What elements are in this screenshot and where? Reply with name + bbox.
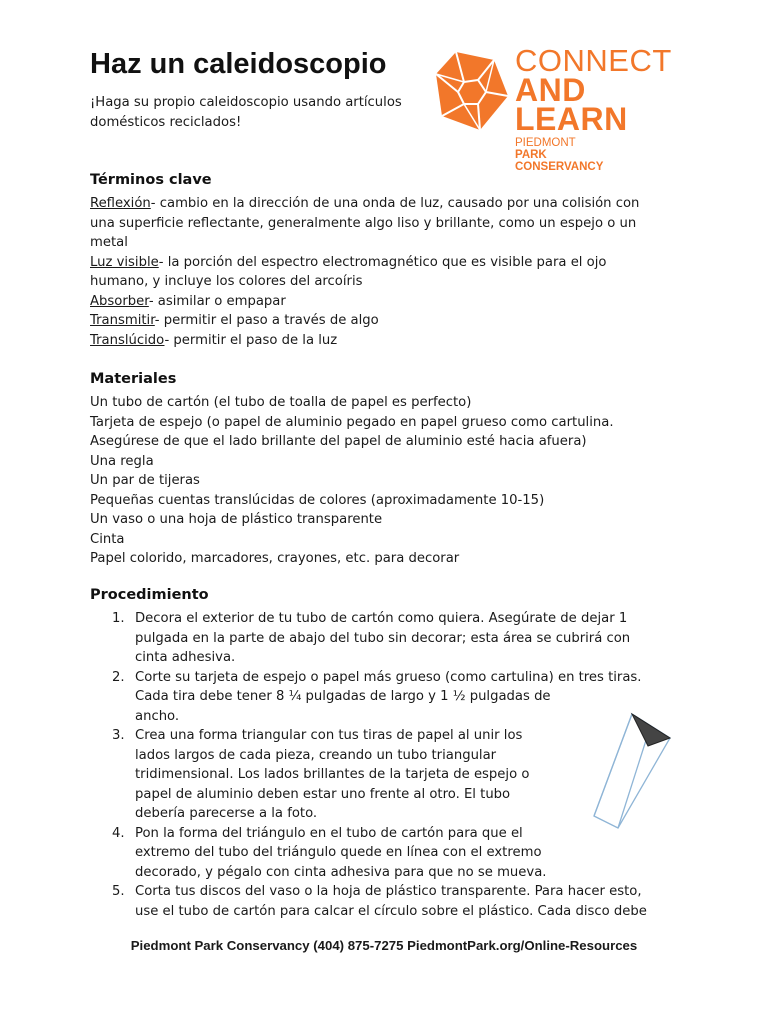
step-line: decorado, y pégalo con cinta adhesiva para que no se mueva. xyxy=(135,864,547,880)
material-item: Una regla xyxy=(90,453,154,469)
term-definition: - cambio en la dirección de una onda de luz, causado por una colisión con xyxy=(150,196,640,211)
term-definition: - la porción del espectro electromagnético que es visible para el ojo xyxy=(158,254,607,270)
footer-contact: Piedmont Park Conservancy (404) 875-7275 PiedmontPark.org/Online-Resources xyxy=(130,938,638,953)
material-item: Pequeñas cuentas translúcidas de colores (aproximadamente 10-15) xyxy=(90,492,545,508)
step-line: Corta tus discos del vaso o la hoja de plástico transparente. Para hacer esto, xyxy=(135,884,642,899)
logo-and: AND xyxy=(515,72,586,108)
material-item: Un tubo de cartón (el tubo de toalla de papel es perfecto) xyxy=(90,395,472,410)
term-definition: - permitir el paso a través de algo xyxy=(154,313,379,328)
term-luz-visible xyxy=(90,253,670,273)
term-continuation: una superficie reflectante, generalmente algo liso y brillante, como un espejo o un xyxy=(90,215,637,231)
step-line: Decora el exterior de tu tubo de cartón como quiera. Asegúrate de dejar 1 xyxy=(135,611,628,626)
term-reflexion xyxy=(90,194,670,214)
term-label: Absorber xyxy=(90,293,149,309)
procedure-step-5 xyxy=(90,882,670,921)
material-item: Un vaso o una hoja de plástico transparente xyxy=(90,512,383,527)
logo-learn: LEARN xyxy=(515,101,628,137)
material-item: Tarjeta de espejo (o papel de aluminio pegado en papel grueso como cartulina. xyxy=(90,414,614,430)
term-translucido xyxy=(90,331,670,351)
page-title: Haz un caleidoscopio xyxy=(90,48,387,80)
step-line: Corte su tarjeta de espejo o papel más grueso (como cartulina) en tres tiras. xyxy=(135,669,642,685)
procedure-heading: Procedimiento xyxy=(90,587,209,603)
term-absorber xyxy=(90,292,670,312)
material-item: Asegúrese de que el lado brillante del papel de aluminio esté hacia afuera) xyxy=(90,434,587,449)
step-number: 1. xyxy=(112,611,125,626)
term-label: Luz visible xyxy=(90,254,159,270)
step-line: cinta adhesiva. xyxy=(135,650,236,665)
step-line: Pon la forma del triángulo en el tubo de cartón para que el xyxy=(135,825,523,841)
logo-park: PARK xyxy=(515,149,547,161)
step-line: papel de aluminio deben estar uno frente al otro. El tubo xyxy=(135,786,511,802)
logo-piedmont: PIEDMONT xyxy=(515,137,576,149)
step-line: extremo del tubo del triángulo quede en línea con el extremo xyxy=(135,845,542,860)
step-line: ancho. xyxy=(135,708,180,724)
term-label: Reflexión xyxy=(90,196,151,211)
subtitle: ¡Haga su propio caleidoscopio usando artículos domésticos reciclados! xyxy=(90,95,402,130)
step-number: 4. xyxy=(112,825,125,841)
key-terms-heading: Términos clave xyxy=(90,172,212,188)
triangular-tube-diagram xyxy=(578,702,678,842)
logo-conservancy: CONSERVANCY xyxy=(515,161,604,173)
step-number: 5. xyxy=(112,884,125,899)
logo-connect: CONNECT xyxy=(515,43,672,78)
material-item: Un par de tijeras xyxy=(90,473,200,488)
step-line: Cada tira debe tener 8 ¼ pulgadas de largo y 1 ½ pulgadas de xyxy=(135,689,551,704)
step-number: 3. xyxy=(112,728,125,743)
materials-section xyxy=(90,369,670,569)
procedure-step-1 xyxy=(90,609,670,668)
materials-heading: Materiales xyxy=(90,371,177,387)
step-line: debería parecerse a la foto. xyxy=(135,806,318,821)
key-terms-section xyxy=(90,170,670,350)
term-continuation: metal xyxy=(90,235,128,250)
term-continuation: humano, y incluye los colores del arcoíris xyxy=(90,274,363,289)
step-line: pulgada en la parte de abajo del tubo sin decorar; esta área se cubrirá con xyxy=(135,630,631,646)
step-number: 2. xyxy=(112,669,125,685)
term-label: Translúcido xyxy=(90,332,165,348)
step-line: use el tubo de cartón para calcar el círculo sobre el plástico. Cada disco debe xyxy=(135,903,647,919)
step-line: Crea una forma triangular con tus tiras de papel al unir los xyxy=(135,728,523,743)
term-definition: - asimilar o empapar xyxy=(148,293,286,309)
geometric-hexagon-icon xyxy=(432,46,512,136)
material-item: Cinta xyxy=(90,531,125,547)
connect-and-learn-logo xyxy=(432,43,682,176)
term-label: Transmitir xyxy=(90,313,155,328)
term-transmitir xyxy=(90,311,670,331)
material-item: Papel colorido, marcadores, crayones, etc. para decorar xyxy=(90,551,460,566)
step-line: lados largos de cada pieza, creando un tubo triangular xyxy=(135,747,497,763)
step-line: tridimensional. Los lados brillantes de la tarjeta de espejo o xyxy=(135,767,530,782)
term-definition: - permitir el paso de la luz xyxy=(164,332,338,348)
